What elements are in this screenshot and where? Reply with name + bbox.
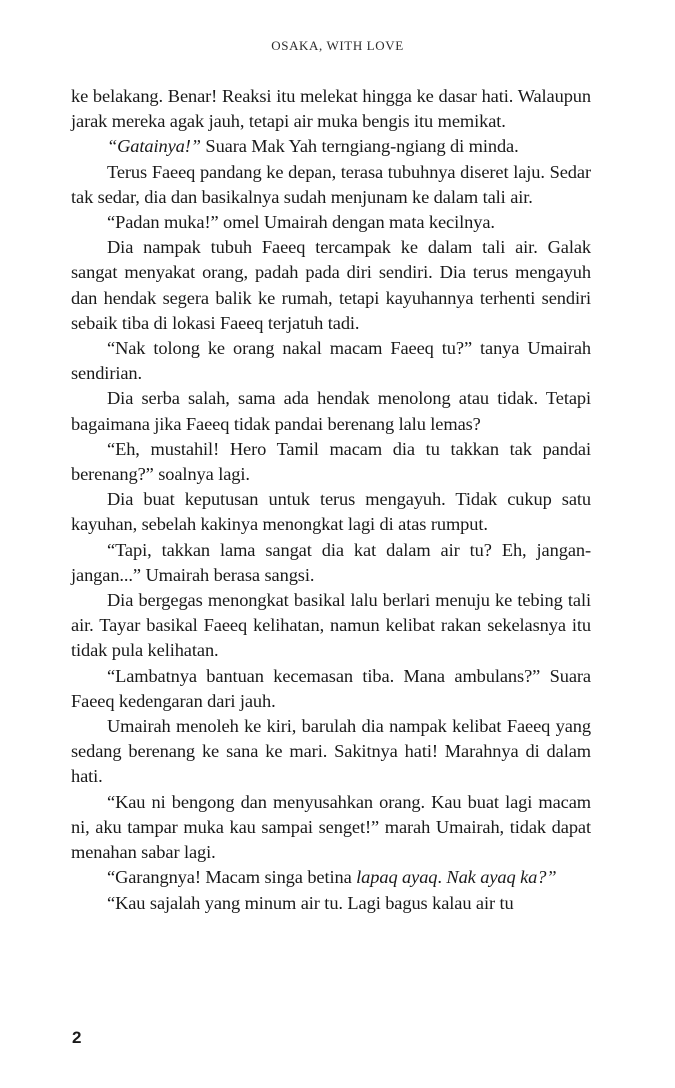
italic-text: Nak ayaq ka?”	[446, 867, 557, 888]
italic-text: lapaq ayaq	[356, 867, 438, 888]
text-segment: Dia bergegas menongkat basikal lalu berlari menuju ke tebing tali air. Tayar basikal Faeeq kelihatan, namun kelibat rakan sekelasnya itu tidak pula kelihatan.	[71, 590, 591, 661]
text-segment: ke belakang. Benar! Reaksi itu melekat hingga ke dasar hati. Walaupun jarak mereka agak jauh, tetapi air muka bengis itu memikat.	[71, 86, 591, 132]
paragraph	[71, 487, 591, 537]
text-segment: Terus Faeeq pandang ke depan, terasa tubuhnya diseret laju. Sedar tak sedar, dia dan basikalnya sudah menjunam ke dalam tali air.	[71, 161, 591, 207]
body-text	[71, 84, 591, 916]
text-segment: Umairah menoleh ke kiri, barulah dia nampak kelibat Faeeq yang sedang berenang ke sana ke mari. Sakitnya hati! Marahnya di dalam hati.	[71, 716, 591, 787]
text-segment: “Kau ni bengong dan menyusahkan orang. Kau buat lagi macam ni, aku tampar muka kau sampai senget!” marah Umairah, tidak dapat menahan sabar lagi.	[71, 791, 591, 863]
paragraph	[71, 664, 591, 714]
text-segment: “Padan muka!” omel Umairah dengan mata kecilnya.	[107, 212, 495, 233]
text-segment: “Garangnya! Macam singa betina	[107, 867, 357, 888]
paragraph	[71, 336, 591, 386]
paragraph	[71, 437, 591, 487]
page-number: 2	[72, 1028, 82, 1047]
paragraph	[71, 386, 591, 436]
text-segment: “Eh, mustahil! Hero Tamil macam dia tu takkan tak pandai berenang?” soalnya lagi.	[71, 438, 591, 485]
paragraph	[71, 865, 591, 890]
paragraph	[71, 134, 591, 159]
paragraph	[71, 235, 591, 336]
paragraph	[71, 84, 591, 134]
text-segment: Suara Mak Yah terngiang-ngiang di minda.	[200, 136, 519, 157]
text-segment: .	[437, 867, 447, 888]
text-segment: “Nak tolong ke orang nakal macam Faeeq tu?” tanya Umairah sendirian.	[71, 338, 591, 384]
paragraph	[71, 538, 591, 588]
italic-text: “Gatainya!”	[107, 136, 201, 157]
text-segment: Dia buat keputusan untuk terus mengayuh. Tidak cukup satu kayuhan, sebelah kakinya menongkat lagi di atas rumput.	[71, 489, 591, 535]
text-segment: “Tapi, takkan lama sangat dia kat dalam air tu? Eh, jangan-jangan...” Umairah berasa sangsi.	[71, 539, 591, 585]
paragraph	[71, 790, 591, 866]
text-segment: Dia nampak tubuh Faeeq tercampak ke dalam tali air. Galak sangat menyakat orang, padah pada diri sendiri. Dia terus mengayuh dan hendak segera balik ke rumah, tetapi kayuhannya terhenti sendiri sebaik tiba di lokasi Faeeq terjatuh tadi.	[71, 237, 591, 333]
paragraph	[71, 588, 591, 664]
paragraph	[71, 160, 591, 210]
text-segment: “Kau sajalah yang minum air tu. Lagi bagus kalau air tu	[107, 892, 514, 913]
paragraph	[71, 891, 591, 916]
paragraph	[71, 714, 591, 790]
running-header: OSAKA, WITH LOVE	[271, 38, 404, 53]
text-segment: Dia serba salah, sama ada hendak menolong atau tidak. Tetapi bagaimana jika Faeeq tidak pandai berenang lalu lemas?	[71, 388, 591, 434]
text-segment: “Lambatnya bantuan kecemasan tiba. Mana ambulans?” Suara Faeeq kedengaran dari jauh.	[71, 665, 591, 711]
paragraph	[71, 210, 591, 235]
